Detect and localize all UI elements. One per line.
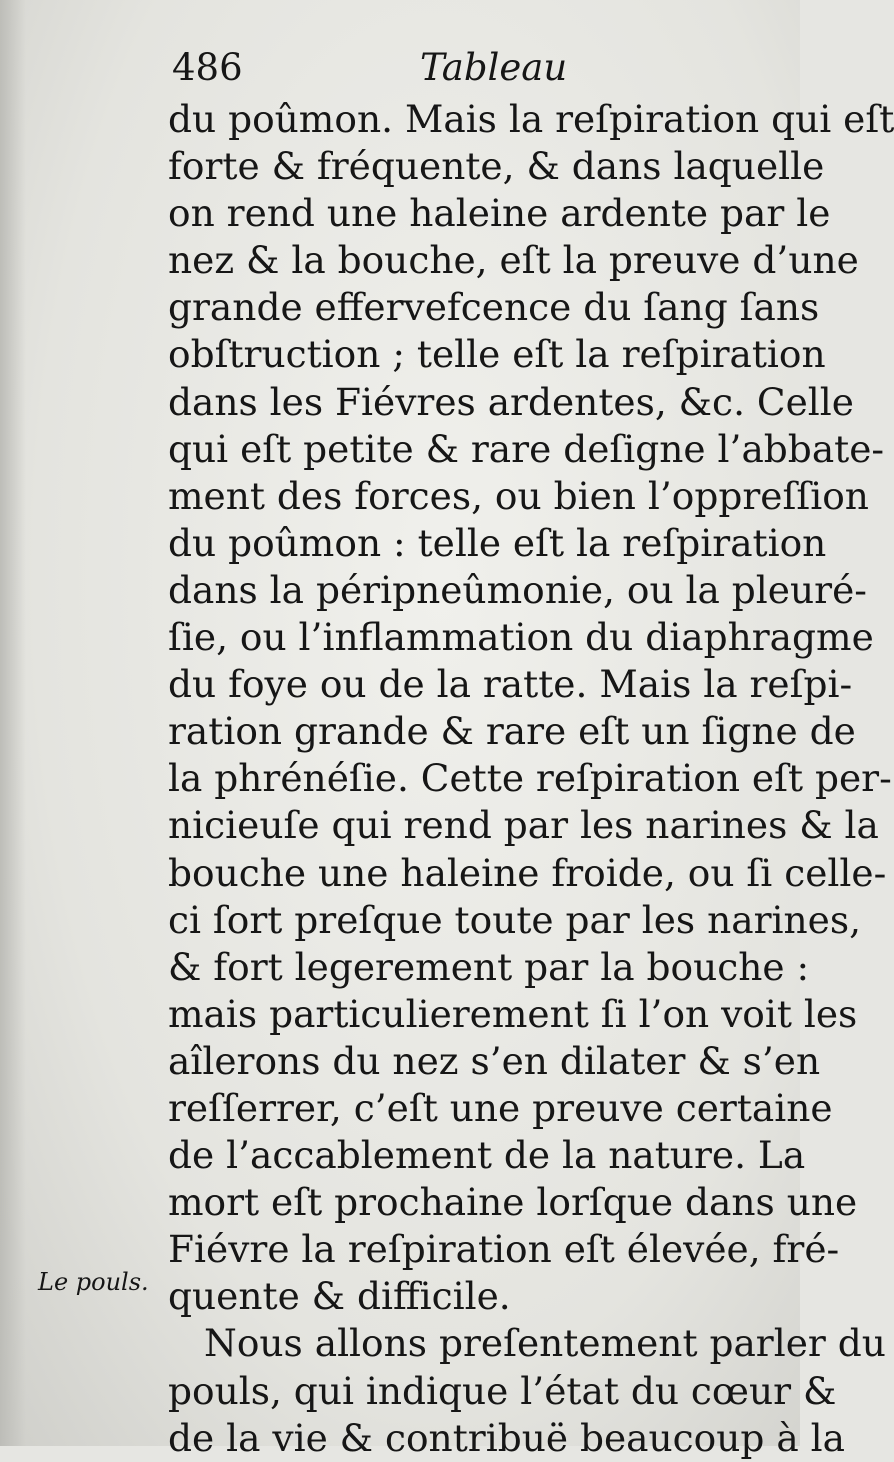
text-line: mais particulierement ſi l’on voit les [168, 991, 858, 1036]
text-line: dans la péripneûmonie, ou la pleuré- [168, 567, 867, 612]
text-line: quente & difficile. [168, 1274, 511, 1319]
text-line: du foye ou de la ratte. Mais la reſpi- [168, 662, 853, 707]
text-line: ci ſort preſque toute par les narines, [168, 897, 862, 942]
page-number: 486 [172, 46, 243, 89]
text-line: de l’accablement de la nature. La [168, 1133, 806, 1178]
text-line: bouche une haleine froide, ou ſi celle- [168, 850, 887, 895]
margin-note: Le pouls. [38, 1268, 149, 1296]
text-line: Fiévre la reſpiration eſt élevée, fré- [168, 1227, 840, 1272]
page-gutter-shadow [0, 0, 26, 1446]
text-line: nicieuſe qui rend par les narines & la [168, 803, 879, 848]
text-line: la phrénéſie. Cette reſpiration eſt per- [168, 756, 892, 801]
text-line: du poûmon. Mais la reſpiration qui eſt [168, 97, 894, 141]
text-line: dans les Fiévres ardentes, &c. Celle [168, 379, 854, 424]
text-line: ſie, ou l’inflammation du diaphragme [168, 615, 874, 660]
text-line: ment des forces, ou bien l’oppreſſion [168, 473, 869, 518]
text-line: Nous allons preſentement parler du [204, 1321, 886, 1366]
text-line: nez & la bouche, eſt la preuve d’une [168, 238, 859, 283]
body-text [168, 96, 894, 1462]
text-line: & fort legerement par la bouche : [168, 944, 810, 989]
text-line: aîlerons du nez s’en dilater & s’en [168, 1038, 821, 1083]
text-line: pouls, qui indique l’état du cœur & [168, 1368, 837, 1413]
text-line: du poûmon : telle eſt la reſpiration [168, 520, 827, 565]
text-line: de la vie & contribuë beaucoup à la [168, 1415, 845, 1460]
text-line: on rend une haleine ardente par le [168, 191, 831, 236]
running-title: Tableau [420, 46, 568, 89]
text-line: grande effervefcence du ſang ſans [168, 285, 820, 330]
text-line: reſſerrer, c’eſt une preuve certaine [168, 1085, 833, 1130]
text-line: ration grande & rare eſt un ſigne de [168, 709, 856, 754]
page-header [172, 46, 742, 96]
text-line: qui eſt petite & rare deſigne l’abbate- [168, 426, 885, 471]
text-line: obſtruction ; telle eſt la reſpiration [168, 332, 826, 377]
text-line: forte & fréquente, & dans laquelle [168, 144, 825, 189]
text-line: mort eſt prochaine lorſque dans une [168, 1180, 858, 1225]
